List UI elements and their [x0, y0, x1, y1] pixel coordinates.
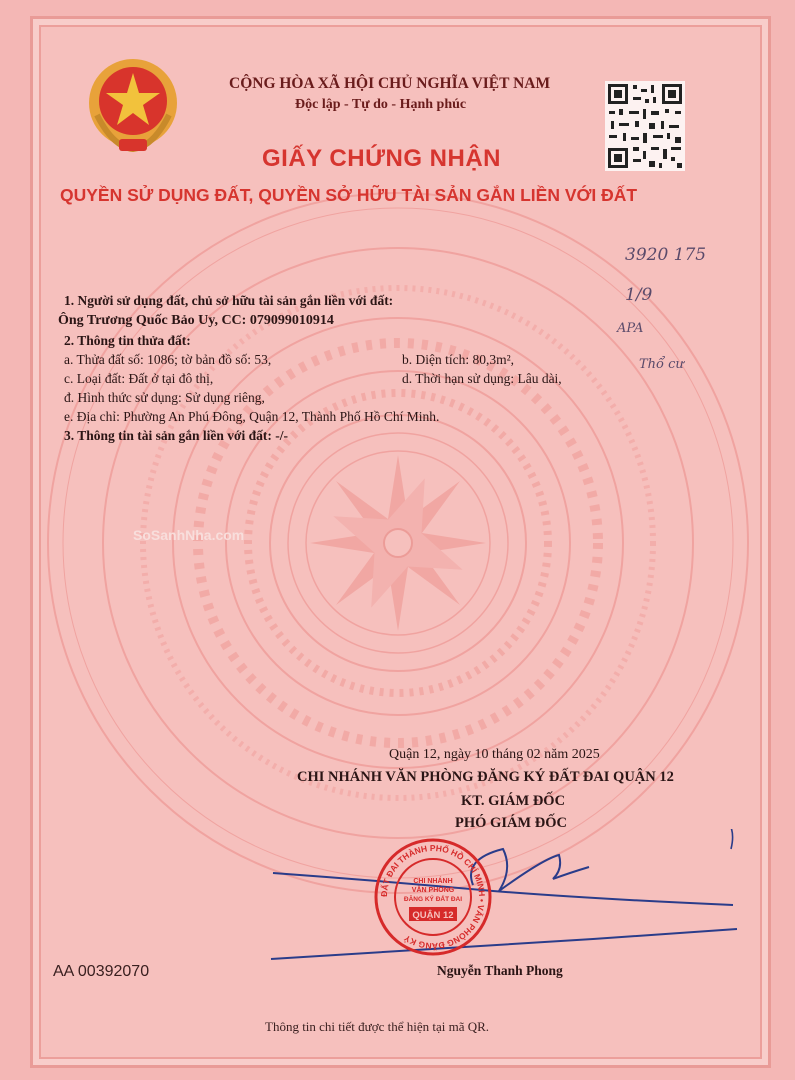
certificate-frame — [30, 16, 771, 1068]
signer-authority: KT. GIÁM ĐỐC — [461, 793, 566, 809]
signature-scribble — [263, 829, 743, 969]
seal-district: QUẬN 12 — [412, 910, 454, 921]
handwritten-note-3: APA — [617, 321, 644, 336]
qr-footer-note: Thông tin chi tiết được thể hiện tại mã QR. — [265, 1019, 490, 1034]
seal-ring-text: ĐẤT ĐAI THÀNH PHỐ HỒ CHÍ MINH • VĂN PHÒNG ĐĂNG KÝ — [378, 842, 488, 952]
land-type: c. Loại đất: Đất ở tại đô thị, — [64, 371, 214, 386]
qr-code-icon — [605, 81, 685, 171]
country-name: CỘNG HÒA XÃ HỘI CHỦ NGHĨA VIỆT NAM — [229, 75, 551, 92]
parcel-area: b. Diện tích: 80,3m², — [402, 352, 515, 367]
signer-name: Nguyễn Thanh Phong — [437, 963, 563, 978]
section-3-heading: 3. Thông tin tài sản gắn liền với đất: -/- — [64, 428, 289, 443]
signer-position: PHÓ GIÁM ĐỐC — [455, 815, 567, 831]
issuing-office: CHI NHÁNH VĂN PHÒNG ĐĂNG KÝ ĐẤT ĐAI QUẬN 12 — [297, 769, 674, 785]
usage-form: đ. Hình thức sử dụng: Sử dụng riêng, — [64, 390, 265, 405]
serial-number: AA 00392070 — [53, 963, 150, 980]
handwritten-note-2: 1/9 — [625, 285, 653, 305]
seal-center-line-1: CHI NHÁNH — [413, 878, 453, 885]
issue-date: Quận 12, ngày 10 tháng 02 năm 2025 — [389, 747, 600, 762]
certificate-subtitle: QUYỀN SỬ DỤNG ĐẤT, QUYỀN SỞ HỮU TÀI SẢN GẮN LIỀN VỚI ĐẤT — [60, 185, 638, 205]
certificate-title: GIẤY CHỨNG NHẬN — [262, 145, 501, 172]
parcel-address: e. Địa chỉ: Phường An Phú Đông, Quận 12, Thành Phố Hồ Chí Minh. — [64, 409, 440, 424]
seal-center-line-3: ĐĂNG KÝ ĐẤT ĐAI — [403, 896, 463, 903]
handwritten-note-1: 3920 175 — [625, 245, 707, 265]
official-seal-stamp — [373, 837, 493, 957]
watermark-text: SoSanhNha.com — [133, 527, 245, 543]
parcel-number: a. Thửa đất số: 1086; tờ bản đồ số: 53, — [64, 352, 272, 367]
owner-name: Ông Trương Quốc Bảo Uy, CC: 079099010914 — [58, 313, 334, 328]
handwritten-note-4: Thổ cư — [639, 357, 684, 372]
seal-center-line-2: VĂN PHÒNG — [411, 887, 455, 894]
section-2-heading: 2. Thông tin thửa đất: — [64, 333, 191, 348]
usage-term: d. Thời hạn sử dụng: Lâu dài, — [402, 371, 562, 386]
national-motto: Độc lập - Tự do - Hạnh phúc — [295, 97, 467, 112]
national-emblem-icon — [83, 55, 185, 155]
section-1-heading: 1. Người sử dụng đất, chủ sở hữu tài sản gắn liền với đất: — [64, 293, 394, 308]
